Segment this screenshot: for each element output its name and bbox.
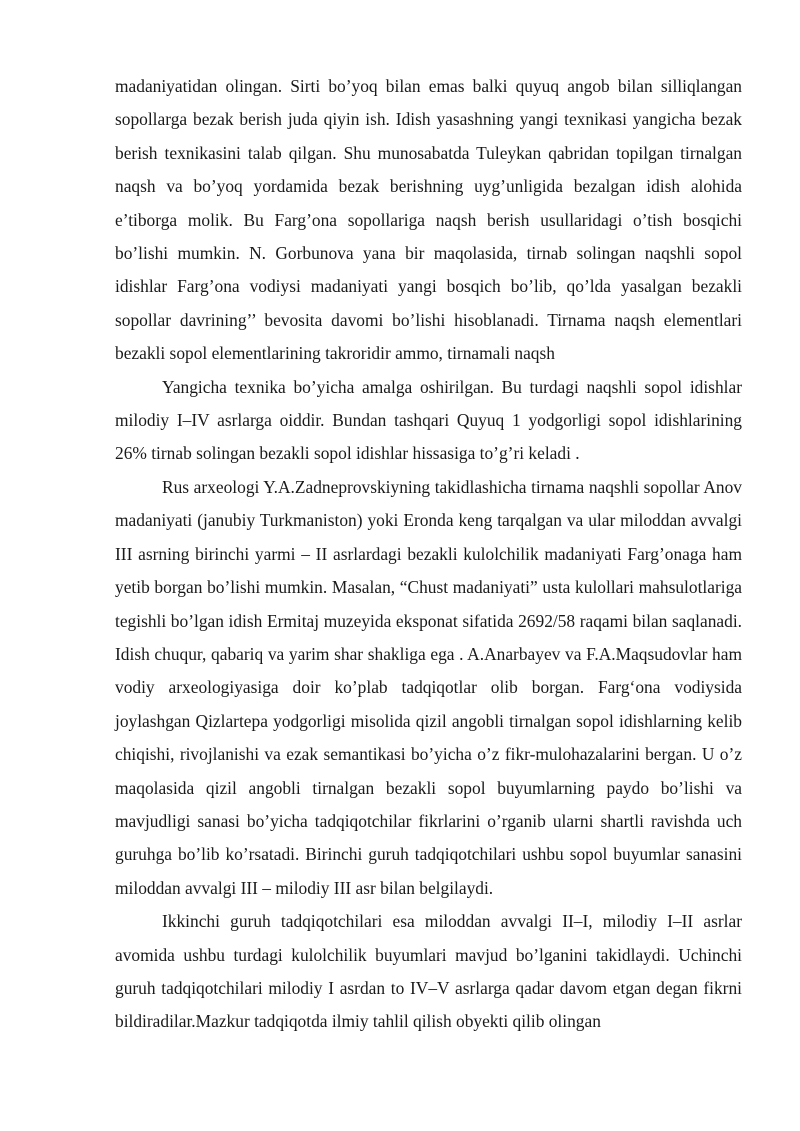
paragraph-2: Yangicha texnika bo’yicha amalga oshirilgan. Bu turdagi naqshli sopol idishlar milodiy I–IV asrlarga oiddir. Bundan tashqari Quyuq 1 yodgorligi sopol idishlarining 26% tirnab solingan bezakli sopol idishlar hissasiga to’g’ri keladi .: [115, 376, 742, 464]
paragraph-1: madaniyatidan olingan. Sirti bo’yoq bilan emas balki quyuq angob bilan silliqlangan sopollarga bezak berish juda qiyin ish. Idish yasashning yangi texnikasi yangicha bezak berish texnikasini talab qilgan. Shu munosabatda Tuleykan qabridan topilgan tirnalgan naqsh va bo’yoq yordamida bezak berishning uyg’unligida bezalgan idish alohida e’tiborga molik. Bu Farg’ona sopollariga naqsh berish usullaridagi o’tish bosqichi bo’lishi mumkin. N. Gorbunova yana bir maqolasida, tirnab solingan naqshli sopol idishlar Farg’ona vodiysi madaniyati yangi bosqich bo’lib, qo’lda yasalgan bezakli sopollar davrining’’ bevosita davomi bo’lishi hisoblanadi. Tirnama naqsh elementlari bezakli sopol elementlarining takroridir ammo, tirnamali naqsh: [115, 76, 742, 364]
document-page: [115, 70, 742, 1039]
paragraph-4: Ikkinchi guruh tadqiqotchilari esa miloddan avvalgi II–I, milodiy I–II asrlar avomida ushbu turdagi kulolchilik buyumlari mavjud bo’lganini takidlaydi. Uchinchi guruh tadqiqotchilari milodiy I asrdan to IV–V asrlarga qadar davom etgan degan fikrni bildiradilar.Mazkur tadqiqotda ilmiy tahlil qilish obyekti qilib olingan: [115, 911, 742, 1032]
paragraph-3: Rus arxeologi Y.A.Zadneprovskiyning takidlashicha tirnama naqshli sopollar Anov madaniyati (janubiy Turkmaniston) yoki Eronda keng tarqalgan va ular miloddan avvalgi III asrning birinchi yarmi – II asrlardagi bezakli kulolchilik madaniyati Farg’onaga ham yetib borgan bo’lishi mumkin. Masalan, “Chust madaniyati” usta kulollari mahsulotlariga tegishli bo’lgan idish Ermitaj muzeyida eksponat sifatida 2692/58 raqami bilan saqlanadi. Idish chuqur, qabariq va yarim shar shakliga ega . A.Anarbayev va F.A.Maqsudovlar ham vodiy arxeologiyasiga doir ko’plab tadqiqotlar olib borgan. Farg‘ona vodiysida joylashgan Qizlartepa yodgorligi misolida qizil angobli tirnalgan sopol idishlarning kelib chiqishi, rivojlanishi va ezak semantikasi bo’yicha o’z fikr-mulohazalarini bergan. U o’z maqolasida qizil angobli tirnalgan bezakli sopol buyumlarning paydo bo’lishi va mavjudligi sanasi bo’yicha tadqiqotchilar fikrlarini o’rganib ularni shartli ravishda uch guruhga bo’lib ko’rsatadi. Birinchi guruh tadqiqotchilari ushbu sopol buyumlar sanasini miloddan avvalgi III – milodiy III asr bilan belgilaydi.: [115, 476, 742, 898]
